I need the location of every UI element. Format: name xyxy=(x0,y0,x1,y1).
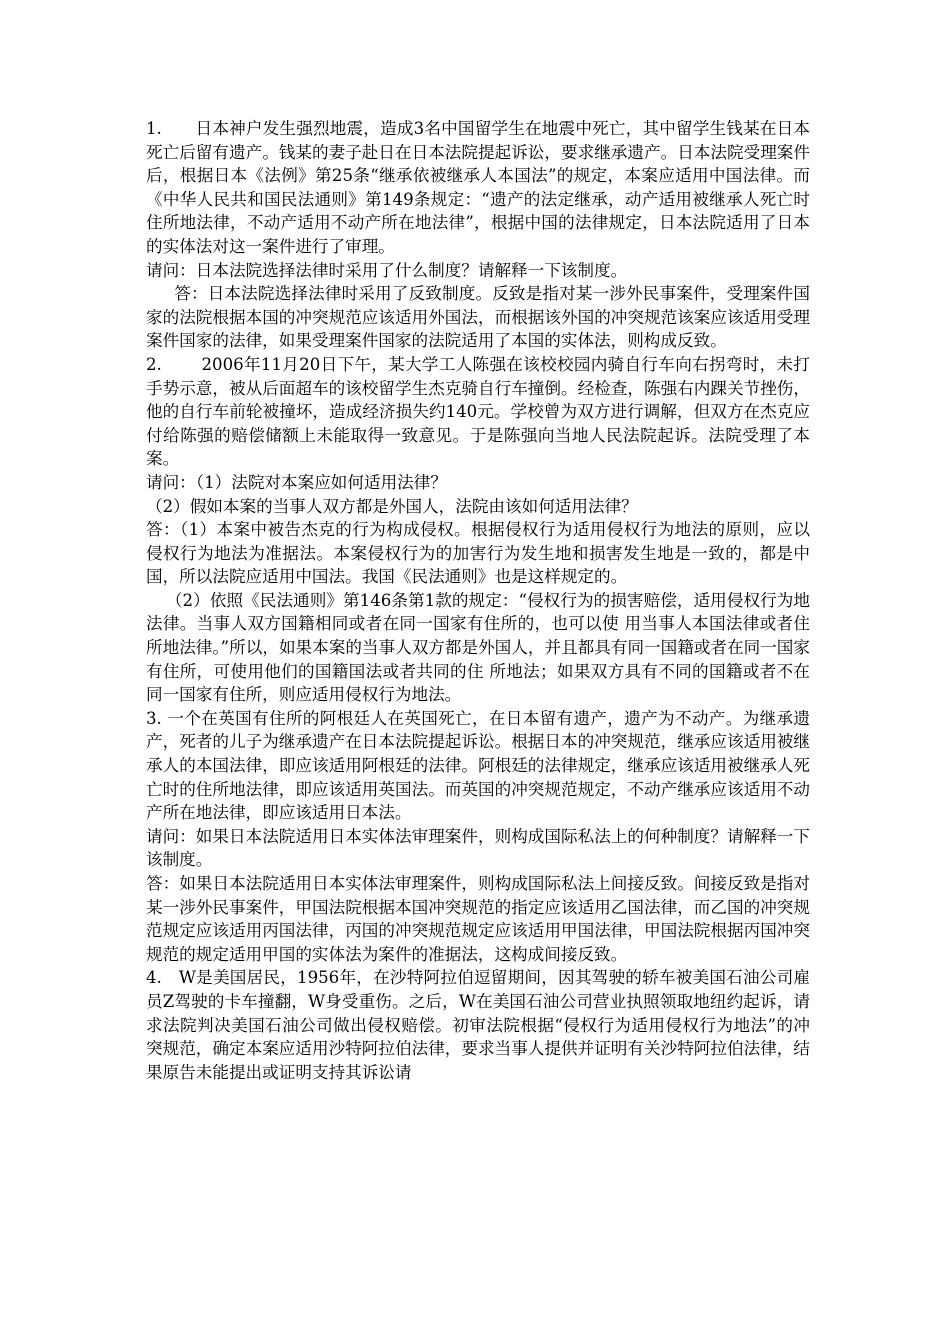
case-1-answer: 答：日本法院选择法律时采用了反致制度。反致是指对某一涉外民事案件，受理案件国家的法院根据本国的冲突规范应该适用外国法，而根据该外国的冲突规范该案应该适用受理案件国家的法律，如果受理案件国家的法院适用了本国的实体法，则构成反致。 xyxy=(146,284,810,351)
case-3-answer: 答：如果日本法院适用日本实体法审理案件，则构成国际私法上间接反致。间接反致是指对某一涉外民事案件，甲国法院根据本国冲突规范的指定应该适用乙国法律，而乙国的冲突规范规定应该适用丙国法律，丙国的冲突规范规定应该适用甲国法律，甲国法院根据丙国冲突规范的规定适用甲国的实体法为案件的准据法，这构成间接反致。 xyxy=(146,874,810,964)
case-2-answer-2: （2）依照《民法通则》第146条第1款的规定：“侵权行为的损害赔偿，适用侵权行为地法律。当事人双方国籍相同或者在同一国家有住所的，也可以使 用当事人本国法律或者住所地法律。”所以，如果本案的当事人双方都是外国人，并且都具有同一国籍或者在同一国家有住所，可使用他们的国籍国法或者共同的住 所地法；如果双方具有不同的国籍或者不在同一国家有住所，则应适用侵权行为地法。 xyxy=(146,590,810,705)
case-2-text: 2. 2006年11月20日下午，某大学工人陈强在该校校园内骑自行车向右拐弯时，未打手势示意，被从后面超车的该校留学生杰克骑自行车撞倒。经检查，陈强右内踝关节挫伤，他的自行车前轮被撞坏，造成经济损失约140元。学校曾为双方进行调解，但双方在杰克应付给陈强的赔偿储额上未能取得一致意见。于是陈强向当地人民法院起诉。法院受理了本案。 xyxy=(146,354,810,469)
case-4-text: 4. W是美国居民，1956年，在沙特阿拉伯逗留期间，因其驾驶的轿车被美国石油公司雇员Z驾驶的卡车撞翻，W身受重伤。之后，W在美国石油公司营业执照领取地纽约起诉，请求法院判决美国石油公司做出侵权赔偿。初审法院根据“侵权行为适用侵权行为地法”的冲突规范，确定本案应适用沙特阿拉伯法律，要求当事人提供并证明有关沙特阿拉伯法律，结果原告未能提出或证明支持其诉讼请 xyxy=(146,968,810,1082)
case-2-question-2: （2）假如本案的当事人双方都是外国人，法院由该如何适用法律？ xyxy=(146,496,638,516)
document-page xyxy=(146,117,810,1084)
case-3-text: 3. 一个在英国有住所的阿根廷人在英国死亡，在日本留有遗产，遗产为不动产。为继承遗产，死者的儿子为继承遗产在日本法院提起诉讼。根据日本的冲突规范，继承应该适用被继承人的本国法律，即应该适用阿根廷的法律。阿根廷的法律规定，继承应该适用被继承人死亡时的住所地法律，即应该适用英国法。而英国的冲突规范规定，不动产继承应该适用不动产所在地法律，即应该适用日本法。 xyxy=(146,708,810,823)
case-3-question: 请问：如果日本法院适用日本实体法审理案件，则构成国际私法上的何种制度？请解释一下该制度。 xyxy=(146,826,810,870)
case-2-question-1: 请问：（1）法院对本案应如何适用法律？ xyxy=(146,472,447,492)
case-1-text: 1. 日本神户发生强烈地震，造成3名中国留学生在地震中死亡，其中留学生钱某在日本死亡后留有遗产。钱某的妻子赴日在日本法院提起诉讼，要求继承遗产。日本法院受理案件后，根据日本《法例》第25条“继承依被继承人本国法”的规定，本案应适用中国法律。而《中华人民共和国民法通则》第149条规定：“遗产的法定继承，动产适用被继承人死亡时住所地法律，不动产适用不动产所在地法律”，根据中国的法律规定，日本法院适用了日本的实体法对这一案件进行了审理。 xyxy=(146,119,810,256)
case-2-answer-1: 答：（1）本案中被告杰克的行为构成侵权。根据侵权行为适用侵权行为地法的原则，应以侵权行为地法为准据法。本案侵权行为的加害行为发生地和损害发生地是一致的，都是中国，所以法院应适用中国法。我国《民法通则》也是这样规定的。 xyxy=(146,520,810,587)
case-1-question: 请问：日本法院选择法律时采用了什么制度？请解释一下该制度。 xyxy=(146,260,628,280)
